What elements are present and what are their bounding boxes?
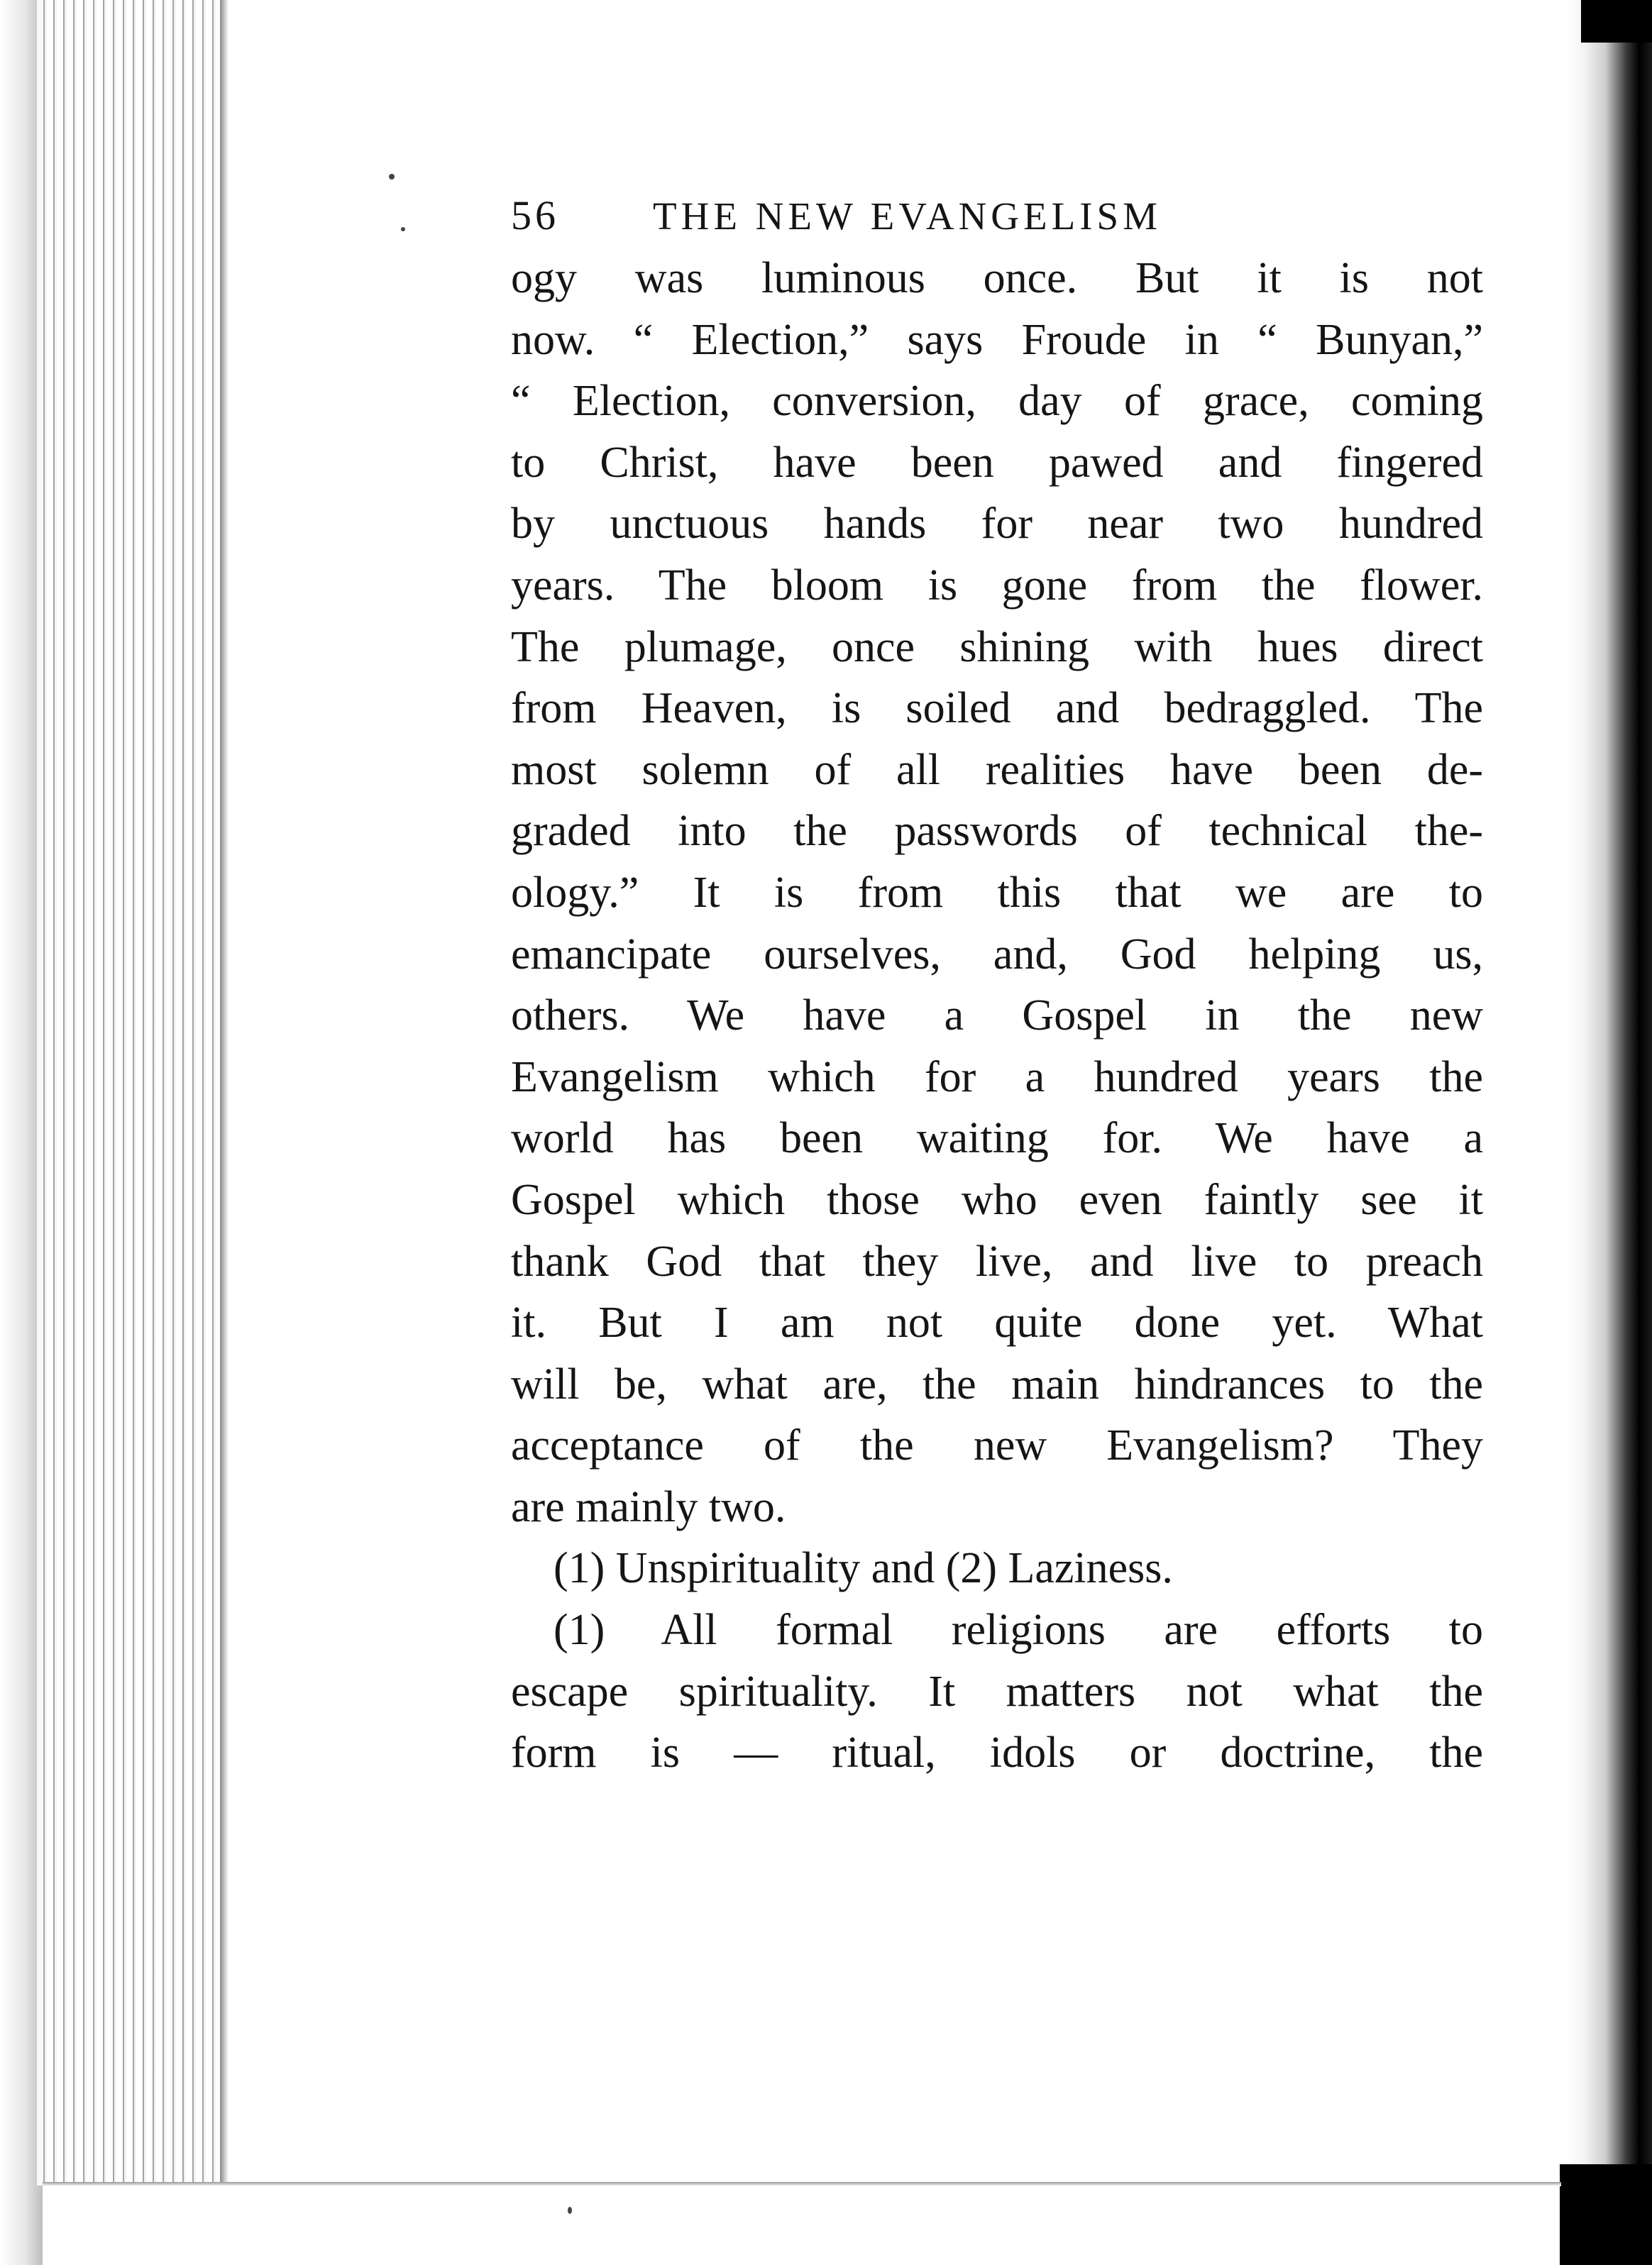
text-line: escape spirituality. It matters not what the <box>511 1667 1483 1716</box>
text-line: years. The bloom is gone from the flower. <box>511 561 1483 610</box>
text-line: to Christ, have been pawed and fingered <box>511 438 1483 487</box>
running-title: THE NEW EVANGELISM <box>653 194 1162 238</box>
text-line: most solemn of all realities have been de- <box>511 745 1483 794</box>
text-line: ology.” It is from this that we are to <box>511 868 1483 917</box>
text-line: form is — ritual, idols or doctrine, the <box>511 1729 1483 1778</box>
scan-speck <box>401 227 405 231</box>
paragraph-end-line: are mainly two. <box>511 1482 786 1531</box>
text-line: world has been waiting for. We have a <box>511 1114 1483 1163</box>
enumeration-line: (1) Unspirituality and (2) Laziness. <box>554 1544 1173 1593</box>
page-gutter-edge <box>220 0 228 2186</box>
text-line: by unctuous hands for near two hundred <box>511 500 1483 549</box>
page-bottom-edge <box>43 2182 1561 2186</box>
page-number: 56 <box>511 192 559 238</box>
text-line: will be, what are, the main hindrances to the <box>511 1360 1483 1409</box>
text-line: thank God that they live, and live to preach <box>511 1237 1483 1286</box>
text-line: graded into the passwords of technical the- <box>511 807 1483 856</box>
right-cover-edge <box>1567 0 1652 2265</box>
text-line: it. But I am not quite done yet. What <box>511 1299 1483 1348</box>
right-cover-top <box>1581 0 1652 43</box>
text-line: acceptance of the new Evangelism? They <box>511 1421 1483 1470</box>
paragraph-start-line: (1) All formal religions are efforts to <box>554 1606 1483 1655</box>
page-text <box>511 192 1483 1784</box>
text-line: emancipate ourselves, and, God helping us, <box>511 930 1483 979</box>
text-line: ogy was luminous once. But it is not <box>511 254 1483 302</box>
text-line: from Heaven, is soiled and bedraggled. The <box>511 684 1483 733</box>
text-line: now. “ Election,” says Froude in “ Bunyan,” <box>511 315 1483 364</box>
running-head <box>511 192 1483 239</box>
scan-speck <box>389 174 395 180</box>
left-page-shadow <box>0 0 43 2265</box>
stacked-page-edges <box>37 0 228 2186</box>
text-line: Gospel which those who even faintly see it <box>511 1175 1483 1224</box>
text-line: “ Election, conversion, day of grace, coming <box>511 377 1483 426</box>
right-cover-bottom <box>1560 2164 1652 2265</box>
text-line: The plumage, once shining with hues direct <box>511 622 1483 671</box>
text-line: others. We have a Gospel in the new <box>511 991 1483 1040</box>
text-line: Evangelism which for a hundred years the <box>511 1052 1483 1101</box>
scan-speck <box>568 2207 572 2214</box>
